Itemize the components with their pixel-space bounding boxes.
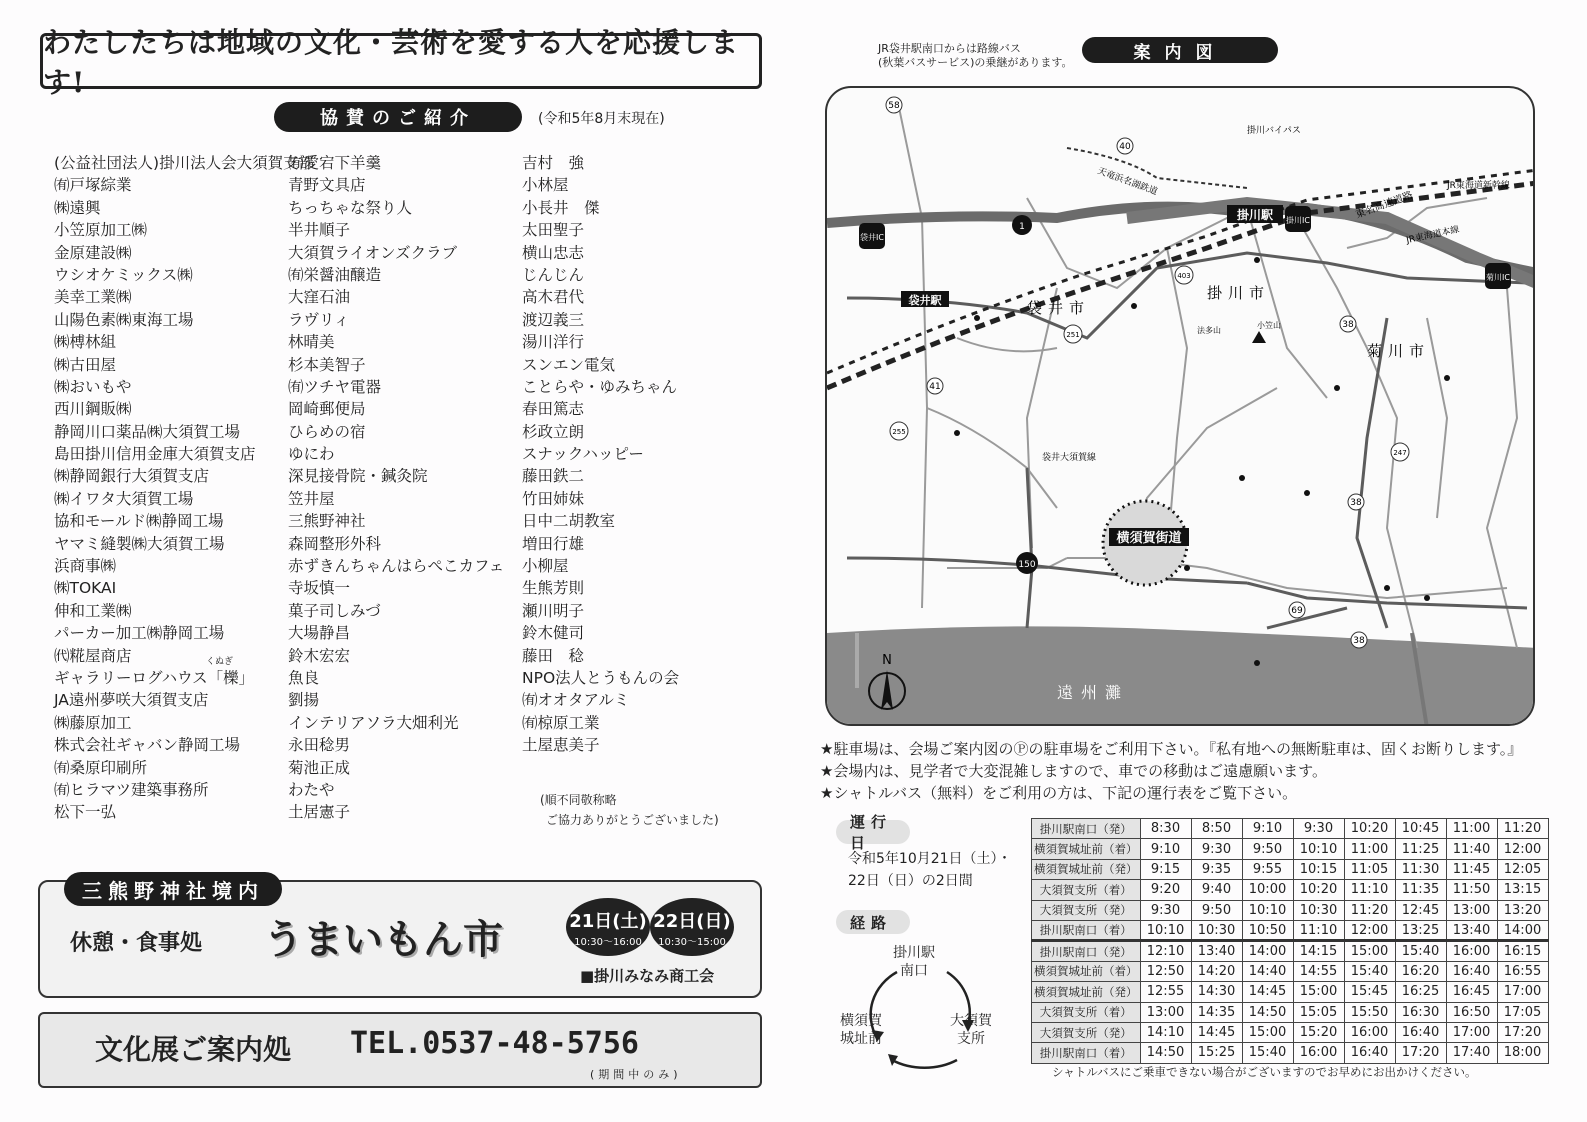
sponsor-name: 渡辺義三 [522, 310, 585, 329]
svg-text:247: 247 [1393, 449, 1407, 457]
ogasayama-label: 小笠山 [1257, 321, 1281, 330]
sponsor-name: 浜商事㈱ [54, 557, 117, 576]
timetable-time: 14:55 [1293, 961, 1344, 981]
sponsor-name: 湯川洋行 [522, 333, 585, 352]
map-svg [827, 88, 1535, 726]
timetable-time: 10:30 [1293, 900, 1344, 920]
svg-text:255: 255 [892, 428, 906, 436]
timetable-time: 8:30 [1140, 819, 1191, 839]
sponsor-name: 大須賀ライオンズクラブ [288, 243, 458, 262]
route-stop-yokosuka: 横須賀 城址前 [840, 1013, 882, 1047]
timetable-time: 9:50 [1242, 839, 1293, 859]
note-crowding: ★会場内は、見学者で大変混雑しますので、車での移動はご遠慮願います。 [820, 762, 1327, 780]
sponsor-name: 青野文具店 [288, 176, 366, 195]
main-roads [847, 253, 1527, 628]
route-38-badge-a [1340, 316, 1356, 332]
koala-ruby: くぬぎ [206, 657, 234, 667]
sponsor-list-col1 [54, 152, 314, 824]
sponsor-name: 大場静昌 [288, 624, 351, 643]
svg-text:38: 38 [1350, 498, 1362, 508]
sponsor-name: ㈲椋原工業 [522, 713, 600, 732]
sponsor-name: 小笠原加工㈱ [54, 221, 148, 240]
sponsor-name: 生熊芳則 [522, 579, 585, 598]
timetable-time: 14:45 [1191, 1022, 1242, 1042]
sponsor-name: 大窪石油 [288, 288, 351, 307]
timetable-time: 17:20 [1497, 1022, 1548, 1042]
sponsor-name: 協和モールド㈱静岡工場 [54, 512, 224, 531]
timetable-time: 16:45 [1446, 982, 1497, 1002]
timetable-time: 16:40 [1344, 1043, 1395, 1063]
sponsor-name: インテリアソラ大畑利光 [288, 713, 459, 732]
svg-text:403: 403 [1177, 272, 1191, 280]
sponsor-name: ㈱イワタ大須賀工場 [54, 489, 194, 508]
fukuroi-station: 袋井駅 [908, 294, 942, 307]
timetable-row [1032, 1022, 1549, 1042]
timetable-time: 15:00 [1242, 1022, 1293, 1042]
sponsor-name: ㈲栄醤油醸造 [288, 265, 382, 284]
timetable-time: 15:00 [1344, 941, 1395, 961]
housoyama-label: 法多山 [1197, 326, 1221, 335]
sponsor-name: 赤ずきんちゃんはらぺこカフェ [288, 557, 505, 576]
timetable-time: 15:20 [1293, 1022, 1344, 1042]
sponsor-name: 小柳屋 [522, 557, 569, 576]
timetable-time: 8:50 [1191, 819, 1242, 839]
sponsor-name: 太田聖子 [522, 221, 585, 240]
sponsor-name: 鈴木健司 [522, 624, 585, 643]
svg-text:1: 1 [1019, 222, 1025, 232]
route-1-badge [1012, 215, 1032, 235]
svg-text:40: 40 [1119, 142, 1131, 152]
timetable-time: 13:25 [1395, 920, 1446, 940]
tenryu-label: 天竜浜名湖鉄道 [1095, 166, 1159, 198]
timetable-stop: 大須賀支所（着） [1032, 880, 1141, 900]
timetable-time: 14:15 [1293, 941, 1344, 961]
sponsor-name: ㈲ヒラマツ建築事務所 [54, 780, 209, 799]
timetable-time: 9:10 [1140, 839, 1191, 859]
route-69-badge [1289, 602, 1305, 618]
timetable-stop: 大須賀支所（発） [1032, 1022, 1141, 1042]
timetable-time: 11:00 [1344, 839, 1395, 859]
timetable-row [1032, 819, 1549, 839]
sponsor-name: スナックハッピー [522, 445, 644, 464]
route-251-badge [1064, 325, 1082, 343]
shuttle-timetable [1031, 818, 1549, 1064]
sponsor-name: 土屋恵美子 [522, 736, 600, 755]
timetable-time: 10:20 [1344, 819, 1395, 839]
timetable-time: 9:55 [1242, 859, 1293, 879]
timetable-time: 14:20 [1191, 961, 1242, 981]
timetable-time: 12:45 [1395, 900, 1446, 920]
timetable-stop: 大須賀支所（着） [1032, 1002, 1141, 1022]
sponsor-name: ㈲戸塚綜業 [54, 176, 132, 195]
umaimon-title: うまいもん市 [263, 916, 503, 963]
svg-text:58: 58 [888, 101, 900, 111]
timetable-row [1032, 1002, 1549, 1022]
timetable-time: 16:00 [1293, 1043, 1344, 1063]
sponsor-name: 半井順子 [288, 221, 351, 240]
route-label: 経路 [836, 910, 910, 934]
timetable-row [1032, 839, 1549, 859]
minor-roads [897, 98, 1517, 648]
timetable-time: 15:25 [1191, 1043, 1242, 1063]
sponsor-name: ㈱藤原加工 [54, 713, 132, 732]
sponsor-name: パーカー加工㈱静岡工場 [54, 624, 225, 643]
timetable-stop: 掛川駅南口（発） [1032, 941, 1141, 961]
timetable-time: 10:45 [1395, 819, 1446, 839]
sponsor-name: ことらや・ゆみちゃん [522, 377, 678, 396]
timetable-time: 10:30 [1191, 920, 1242, 940]
timetable-row [1032, 859, 1549, 879]
timetable-row [1032, 900, 1549, 920]
sponsor-name: ㈲ツチヤ電器 [288, 377, 382, 396]
svg-text:38: 38 [1353, 636, 1365, 646]
route-38-badge-b [1348, 494, 1364, 510]
sponsor-name: 横山忠志 [522, 243, 585, 262]
timetable-time: 11:50 [1446, 880, 1497, 900]
timetable-stop: 掛川駅南口（着） [1032, 1043, 1141, 1063]
sponsor-name: ウシオケミックス㈱ [54, 265, 193, 284]
timetable-time: 13:00 [1140, 1002, 1191, 1022]
sponsor-name: 林晴美 [288, 333, 335, 352]
timetable-time: 11:20 [1344, 900, 1395, 920]
timetable-time: 11:35 [1395, 880, 1446, 900]
kakegawa-station: 掛川駅 [1236, 208, 1274, 222]
timetable-time: 13:40 [1446, 920, 1497, 940]
timetable-time: 10:50 [1242, 920, 1293, 940]
timetable-time: 11:45 [1446, 859, 1497, 879]
timetable-time: 9:30 [1191, 839, 1242, 859]
sponsor-name: 菓子司しみづ [288, 601, 381, 620]
timetable-time: 10:10 [1242, 900, 1293, 920]
schedule-dates: 令和5年10月21日（土）・ 22日（日）の2日間 [848, 851, 1012, 889]
sponsor-name: ひらめの宿 [288, 422, 366, 441]
timetable-time: 15:40 [1344, 961, 1395, 981]
timetable-time: 13:20 [1497, 900, 1548, 920]
kikugawa-city: 菊川市 [1367, 342, 1431, 360]
timetable-time: 14:10 [1140, 1022, 1191, 1042]
route-stop-kakegawa: 掛川駅 南口 [893, 945, 935, 979]
sponsor-name: 藤田鉄二 [522, 467, 585, 486]
top-banner: わたしたちは地域の文化・芸術を愛する人を応援します! [40, 33, 762, 89]
tenryu-hamanako-railway [1067, 148, 1247, 188]
info-title: 文化展ご案内処 [95, 1033, 292, 1066]
timetable-row [1032, 920, 1549, 940]
sponsor-name: ㈱榑林組 [54, 333, 117, 352]
route-58-badge [886, 97, 902, 113]
timetable-time: 15:45 [1344, 982, 1395, 1002]
sponsor-name: ㈱TOKAI [54, 579, 117, 598]
timetable-time: 16:40 [1395, 1022, 1446, 1042]
kakegawa-ic: 掛川IC [1286, 216, 1310, 225]
timetable-row [1032, 1043, 1549, 1063]
sponsor-list-col3 [522, 152, 679, 757]
timetable-time: 10:10 [1293, 839, 1344, 859]
timetable-time: 14:50 [1242, 1002, 1293, 1022]
timetable-time: 13:15 [1497, 880, 1548, 900]
sponsor-name: ㈱おいもや [54, 377, 132, 396]
sponsor-name: 土居憲子 [288, 803, 351, 822]
timetable-time: 14:00 [1242, 941, 1293, 961]
sponsor-name: じんじん [522, 265, 585, 284]
timetable-time: 15:40 [1395, 941, 1446, 961]
sponsor-name: 魚良 [288, 668, 320, 687]
timetable-time: 14:30 [1191, 982, 1242, 1002]
timetable-time: 9:20 [1140, 880, 1191, 900]
timetable-time: 10:20 [1293, 880, 1344, 900]
sponsor-name: NPO法人とうもんの会 [522, 668, 680, 687]
sponsor-name: JA遠州夢咲大須賀支店 [54, 691, 209, 710]
timetable-time: 11:40 [1446, 839, 1497, 859]
timetable-time: 14:40 [1242, 961, 1293, 981]
sponsor-name: 小林屋 [522, 176, 569, 195]
timetable-time: 9:30 [1293, 819, 1344, 839]
sponsor-name: 菊池正成 [288, 758, 351, 777]
route-41-badge [927, 378, 943, 394]
sponsor-name: 伸和工業㈱ [54, 601, 132, 620]
route-255-badge [890, 422, 908, 440]
kakegawa-city: 掛川市 [1207, 284, 1271, 302]
sponsor-name: 日中二胡教室 [522, 512, 616, 531]
timetable-time: 10:00 [1242, 880, 1293, 900]
svg-text:38: 38 [1342, 320, 1354, 330]
route-403-badge [1175, 266, 1193, 284]
svg-text:150: 150 [1018, 560, 1036, 570]
area-map [825, 86, 1535, 726]
timetable-time: 15:40 [1242, 1043, 1293, 1063]
timetable-time: 14:35 [1191, 1002, 1242, 1022]
sponsor-name: 藤田 稔 [522, 646, 585, 665]
date-badge-21: 21日(土) 10:30～16:00 [566, 898, 650, 956]
sponsor-name: 春田篤志 [522, 400, 585, 419]
sponsor-name: ㈱古田屋 [54, 355, 117, 374]
sponsors-heading: 協賛のご紹介 [274, 102, 522, 132]
timetable-time: 17:00 [1497, 982, 1548, 1002]
info-note: (期間中のみ) [590, 1068, 682, 1081]
fukuroi-ic: 袋井IC [860, 233, 884, 242]
sponsor-name: ゆにわ [288, 445, 335, 464]
timetable-time: 13:40 [1191, 941, 1242, 961]
sponsor-name: 劉揚 [288, 691, 320, 710]
timetable-stop: 横須賀城址前（発） [1032, 859, 1141, 879]
umaimon-subtitle: 休憩・食事処 [70, 931, 203, 956]
sponsor-name: 笠井屋 [288, 489, 335, 508]
sponsors-asof: (令和5年8月末現在) [538, 111, 665, 127]
timetable-stop: 横須賀城址前（着） [1032, 839, 1141, 859]
sponsor-name: 金原建設㈱ [54, 243, 132, 262]
sponsor-name: ちっちゃな祭り人 [288, 198, 413, 217]
note-parking: ★駐車場は、会場ご案内図のⓅの駐車場をご利用下さい。『私有地への無断駐車は、固くお断りします。』 [820, 740, 1523, 758]
timetable-time: 9:15 [1140, 859, 1191, 879]
timetable-time: 18:00 [1497, 1043, 1548, 1063]
tomei-label: 東名高速道路 [1354, 189, 1415, 221]
sponsor-name: 増田行雄 [522, 534, 585, 553]
shinkansen-label: JR東海道新幹線 [1447, 181, 1510, 191]
sponsor-name: ヤマミ縫製㈱大須賀工場 [54, 534, 225, 553]
timetable-time: 11:05 [1344, 859, 1395, 879]
timetable-time: 16:25 [1395, 982, 1446, 1002]
sponsor-name: 杉本美智子 [288, 355, 366, 374]
sponsor-name: 美幸工業㈱ [54, 288, 132, 307]
sponsor-name: 松下一弘 [54, 803, 117, 822]
sea-area [827, 626, 1535, 726]
timetable-time: 11:10 [1344, 880, 1395, 900]
timetable-time: 17:40 [1446, 1043, 1497, 1063]
sponsor-name: 三熊野神社 [288, 512, 366, 531]
sponsor-name: ラヴリィ [288, 310, 350, 329]
sponsor-name: 株式会社ギャバン静岡工場 [54, 736, 241, 755]
sponsor-name: 岡崎郵便局 [288, 400, 366, 419]
bypass-label: 掛川バイパス [1247, 126, 1301, 136]
timetable-time: 9:40 [1191, 880, 1242, 900]
sponsor-name: ㈱静岡銀行大須賀支店 [54, 467, 210, 486]
svg-text:251: 251 [1066, 331, 1080, 339]
sea-label: 遠州灘 [1057, 683, 1130, 702]
timetable-row [1032, 880, 1549, 900]
sponsor-name: 寺坂慎一 [288, 579, 351, 598]
timetable-time: 11:10 [1293, 920, 1344, 940]
timetable-stop: 掛川駅南口（着） [1032, 920, 1141, 940]
timetable-time: 12:50 [1140, 961, 1191, 981]
route-stop-oosuka: 大須賀 支所 [950, 1013, 992, 1047]
timetable-time: 12:05 [1497, 859, 1548, 879]
sponsor-name: 瀬川明子 [522, 601, 585, 620]
sponsor-name: 竹田姉妹 [522, 489, 585, 508]
timetable-time: 16:00 [1446, 941, 1497, 961]
schedule-label: 運行日 [836, 820, 910, 844]
timetable-time: 13:00 [1446, 900, 1497, 920]
fukuroi-city: 袋井市 [1027, 299, 1091, 317]
timetable-time: 17:05 [1497, 1002, 1548, 1022]
sponsor-name: (公益社団法人)掛川法人会大須賀支部 [54, 154, 315, 172]
sponsor-name: 島田掛川信用金庫大須賀支店 [54, 445, 256, 464]
timetable-stop: 掛川駅南口（発） [1032, 819, 1141, 839]
timetable-time: 14:00 [1497, 920, 1548, 940]
timetable-time: 9:50 [1191, 900, 1242, 920]
umaimon-tag: 三熊野神社境内 [64, 872, 282, 906]
sponsor-name: 高木君代 [522, 288, 585, 307]
timetable-stop: 横須賀城址前（発） [1032, 982, 1141, 1002]
sponsor-name: ㈲桑原印刷所 [54, 758, 148, 777]
sponsor-name: ギャラリーログハウス「櫟」 [54, 668, 255, 687]
map-title: 案内図 [1082, 37, 1278, 63]
sponsor-name: 永田稔男 [288, 736, 351, 755]
sponsor-name: 静岡川口薬品㈱大須賀工場 [54, 422, 241, 441]
timetable-time: 15:00 [1293, 982, 1344, 1002]
timetable-stop: 大須賀支所（発） [1032, 900, 1141, 920]
timetable-time: 16:40 [1446, 961, 1497, 981]
timetable-time: 12:00 [1497, 839, 1548, 859]
date-badge-22: 22日(日) 10:30～15:00 [650, 898, 734, 956]
timetable-row [1032, 982, 1549, 1002]
timetable-time: 11:20 [1497, 819, 1548, 839]
sponsor-name: ㈲オオタアルミ [522, 691, 630, 710]
sponsor-name: 杉政立朗 [522, 422, 585, 441]
sponsor-name: 森岡整形外科 [288, 534, 382, 553]
sponsor-name: 山陽色素㈱東海工場 [54, 310, 194, 329]
timetable-row [1032, 941, 1549, 961]
parking-notes [820, 738, 1522, 804]
timetable-time: 17:00 [1446, 1022, 1497, 1042]
sponsor-name: 西川鋼販㈱ [54, 400, 132, 419]
timetable-time: 15:50 [1344, 1002, 1395, 1022]
timetable-time: 10:15 [1293, 859, 1344, 879]
sponsor-name: わたや [288, 780, 335, 799]
oosuka-road-label: 袋井大須賀線 [1042, 453, 1097, 463]
sponsor-name: 吉村 強 [522, 154, 585, 172]
timetable-time: 14:45 [1242, 982, 1293, 1002]
timetable-time: 11:00 [1446, 819, 1497, 839]
timetable-time: 17:20 [1395, 1043, 1446, 1063]
timetable-time: 16:50 [1446, 1002, 1497, 1022]
timetable-time: 12:55 [1140, 982, 1191, 1002]
sponsor-name: ㈱遠興 [54, 198, 101, 217]
sponsor-name: 鈴木宏宏 [288, 646, 351, 665]
mountain-icon [1252, 331, 1266, 343]
timetable-time: 11:25 [1395, 839, 1446, 859]
sponsor-list-col2 [288, 152, 504, 824]
timetable-time: 14:50 [1140, 1043, 1191, 1063]
timetable-time: 9:10 [1242, 819, 1293, 839]
sponsor-name: ㈲愛宕下羊羹 [288, 154, 382, 172]
timetable-time: 9:30 [1140, 900, 1191, 920]
sponsors-note: (順不同敬称略 ご協力ありがとうございました) [540, 793, 719, 827]
sponsor-name: 小長井 傑 [522, 198, 600, 217]
svg-text:N: N [882, 653, 892, 668]
svg-text:69: 69 [1291, 606, 1303, 616]
timetable-time: 16:20 [1395, 961, 1446, 981]
bus-note: JR袋井駅南口からは路線バス (秋葉バスサービス)の乗継があります。 [878, 42, 1073, 69]
timetable-time: 12:10 [1140, 941, 1191, 961]
route-38-badge-c [1351, 632, 1367, 648]
svg-text:41: 41 [929, 382, 941, 392]
timetable-time: 16:55 [1497, 961, 1548, 981]
kikugawa-ic: 菊川IC [1486, 273, 1510, 282]
timetable-stop: 横須賀城址前（着） [1032, 961, 1141, 981]
timetable-time: 16:00 [1344, 1022, 1395, 1042]
sponsor-name: 深見接骨院・鍼灸院 [288, 467, 428, 486]
route-150-badge [1016, 552, 1038, 574]
organizer: ■掛川みなみ商工会 [580, 967, 715, 985]
tokaido-label: JR東海道本線 [1405, 224, 1461, 246]
route-247-badge [1391, 443, 1409, 461]
timetable-time: 9:35 [1191, 859, 1242, 879]
timetable-time: 15:05 [1293, 1002, 1344, 1022]
route-40-badge [1117, 138, 1133, 154]
timetable-time: 10:10 [1140, 920, 1191, 940]
timetable-time: 12:00 [1344, 920, 1395, 940]
sponsor-name: スンエン電気 [522, 355, 616, 374]
timetable-time: 16:15 [1497, 941, 1548, 961]
note-shuttle: ★シャトルバス（無料）をご利用の方は、下記の運行表をご覧下さい。 [820, 784, 1298, 802]
info-phone[interactable]: TEL.0537-48-5756 [350, 1026, 639, 1061]
timetable-note: シャトルバスにご乗車できない場合がございますのでお早めにお出かけください。 [1052, 1065, 1477, 1079]
sponsor-name: ㈹糀屋商店 [54, 646, 132, 665]
venue-label: 横須賀街道 [1116, 531, 1182, 546]
timetable-row [1032, 961, 1549, 981]
timetable-time: 16:30 [1395, 1002, 1446, 1022]
timetable-time: 11:30 [1395, 859, 1446, 879]
